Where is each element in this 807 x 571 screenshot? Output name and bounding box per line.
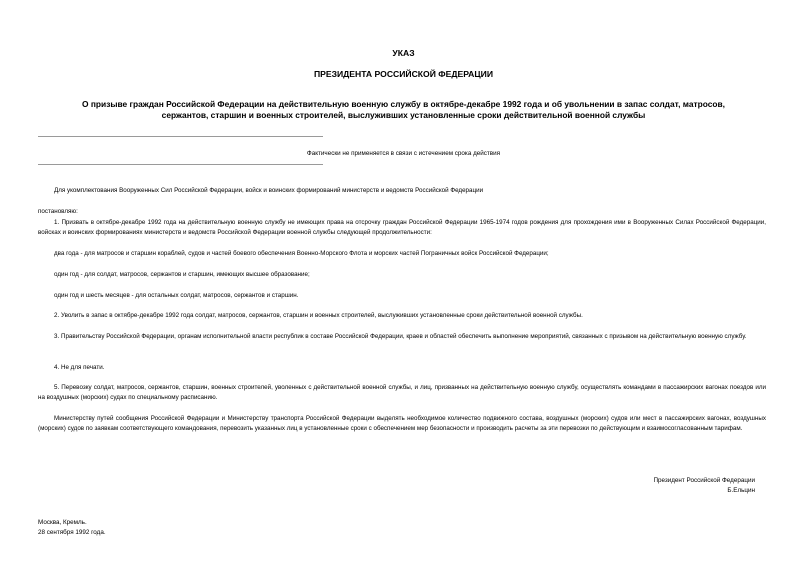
signature-block — [455, 476, 755, 496]
document-type-title: УКАЗ — [392, 48, 415, 58]
signature-name: Б.Ельцин — [727, 487, 755, 494]
term-item-1: два года - для матросов и старшин кораблей, судов и частей боевого обеспечения Военно-Морского Флота и морских частей Пограничных войск Российской Федерации; — [54, 250, 549, 257]
intro-paragraph: Для укомплектования Вооруженных Сил Российской Федерации, войск и воинских формирований министерств и ведомств Российской Федерации — [54, 187, 484, 194]
divider-bottom — [38, 164, 323, 165]
paragraph-5: 5. Перевозку солдат, матросов, сержантов, старшин, военных строителей, уволенных с действительной военной службы, и лиц, призванных на действительную военную службу, осуществлять командами в пассажирских вагонах поездов или на воздушных (морских) судах по специальному расписанию. — [38, 384, 766, 401]
heading-line-1: О призыве граждан Российской Федерации на действительную военную службу в октябре-декабре 1992 года и об увольнении в запас солдат, матросов, — [82, 99, 725, 109]
paragraph-6: Министерству путей сообщения Российской Федерации и Министерству транспорта Российской Федерации выделять необходимое количество подвижного состава, воздушных (морских) судов или мест в пассажирских вагонах, воздушных (морских) судов по заявкам соответствующего командования, перевозить указанных лиц в установленные сроки с обеспечением мер безопасности и производить расчеты за эти перевозки по действующим и взаимосогласованным тарифам. — [38, 415, 766, 432]
heading-line-2: сержантов, старшин и военных строителей, выслуживших установленные сроки действительной военной службы — [161, 110, 646, 120]
place-date-block — [38, 518, 338, 538]
divider-top — [38, 136, 323, 137]
term-item-3: один год и шесть месяцев - для остальных солдат, матросов, сержантов и старшин. — [54, 292, 299, 299]
issuer-title: ПРЕЗИДЕНТА РОССИЙСКОЙ ФЕДЕРАЦИИ — [313, 69, 494, 79]
status-note: Фактически не применяется в связи с истечением срока действия — [306, 150, 501, 157]
paragraph-1: 1. Призвать в октябре-декабре 1992 года на действительную военную службу не имеющих права на отсрочку граждан Российской Федерации 1965-1974 годов рождения для прохождения ими в Вооруженных Силах Российской Федерации, войсках и воинских формированиях министерств и ведомств Российской Федерации военной службы следующей продолжительности: — [38, 219, 766, 236]
paragraph-4: 4. Не для печати. — [54, 364, 105, 371]
decree-word: постановляю: — [38, 208, 78, 215]
term-item-2: один год - для солдат, матросов, сержантов и старшин, имеющих высшее образование; — [54, 271, 310, 278]
paragraph-2: 2. Уволить в запас в октябре-декабре 1992 года солдат, матросов, сержантов, старшин и военных строителей, выслуживших установленные сроки действительной военной службы. — [54, 312, 583, 319]
paragraph-3: 3. Правительству Российской Федерации, органам исполнительной власти республик в составе Российской Федерации, краев и областей обеспечить выполнение мероприятий, связанных с призывом на действительную военную службу. — [54, 333, 747, 340]
signing-place: Москва, Кремль. — [38, 519, 87, 526]
signature-position: Президент Российской Федерации — [653, 477, 755, 484]
signing-date: 28 сентября 1992 года. — [38, 529, 106, 536]
